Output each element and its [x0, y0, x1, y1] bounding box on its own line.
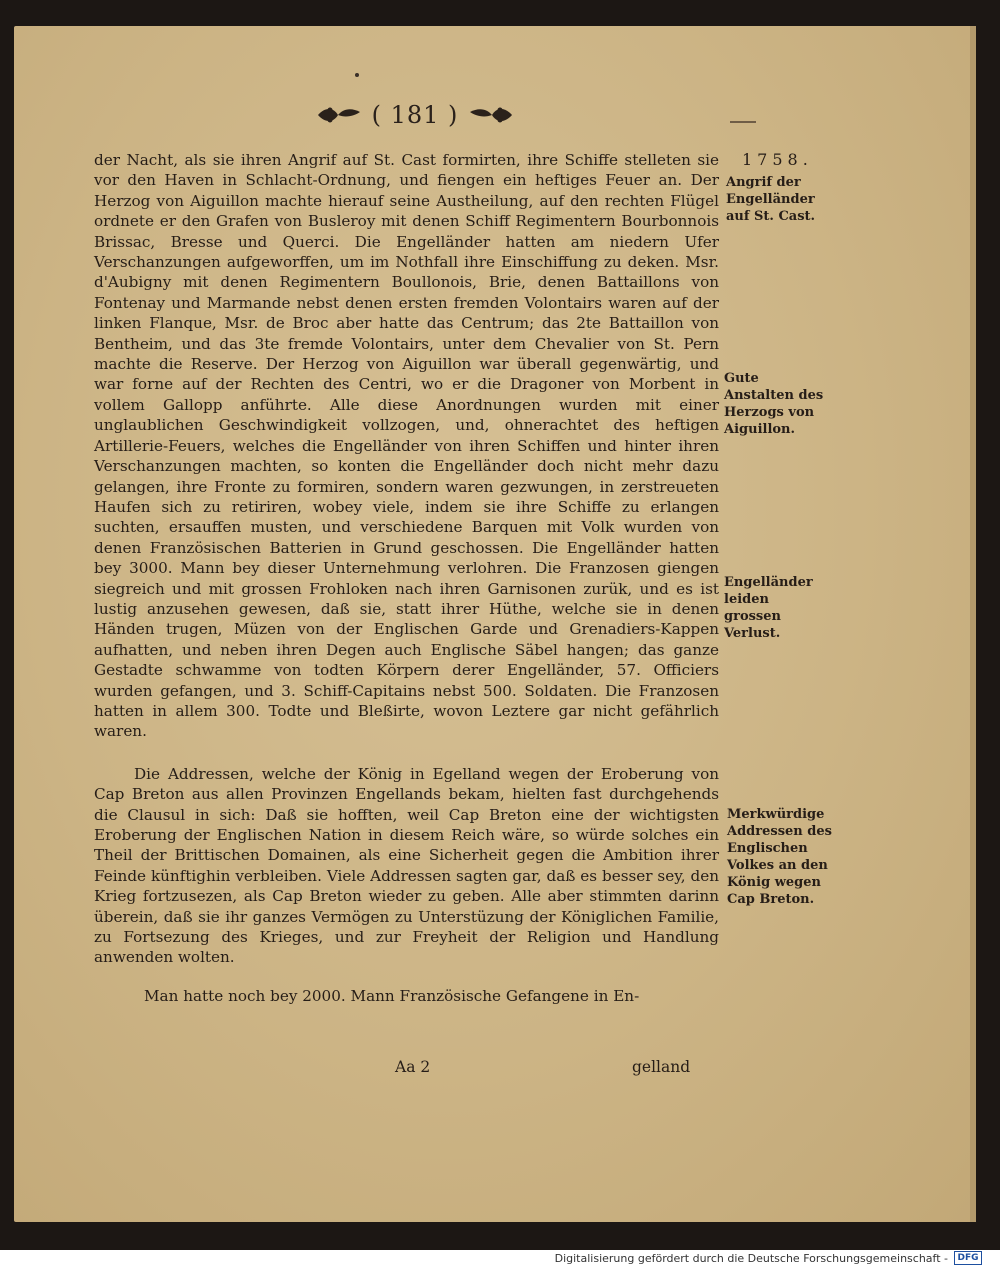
- fleuron-right-icon: [468, 104, 514, 126]
- main-text: [94, 150, 719, 1006]
- catchword: gelland: [632, 1058, 691, 1076]
- paragraph: der Nacht, als sie ihren Angrif auf St. Cast formirten, ihre Schiffe stelleten sie vor den Haven in Schlacht-Ordnung, und fiengen ein heftiges Feuer an. Der Herzog von Aiguillon machte hierauf seine Austheilung, auf den rechten Flügel ordnete er den Grafen von Busleroy mit denen Schiff Regimentern Bourbonnois Brissac, Bresse und Querci. Die Engelländer hatten am niedern Ufer Verschanzungen aufgeworffen, um im Nothfall ihre Einschiffung zu deken. Msr. d'Aubigny mit denen Regimentern Boullonois, Brie, denen Battaillons von Fontenay und Marmande nebst denen ersten fremden Volontairs waren auf der linken Flanque, Msr. de Broc aber hatte das Centrum; das 2te Battaillon von Bentheim, und das 3te fremde Volontairs, unter dem Chevalier von St. Pern machte die Reserve. Der Herzog von Aiguillon war überall gegenwärtig, und war forne auf der Rechten des Centri, wo er die Dragoner von Morbent in vollem Gallopp anführte. Alle diese Anordnungen wurden mit einer unglaublichen Geschwindigkeit vollzogen, und, ohnerachtet des heftigen Artillerie-Feuers, welches die Engelländer von ihren Schiffen und hinter ihren Verschanzungen machten, so konten die Engelländer doch nicht mehr dazu gelangen, ihre Fronte zu formiren, sondern waren gezwungen, in zerstreueten Haufen sich zu retiriren, wobey viele, indem sie ihre Schiffe zu erlangen suchten, ersauffen musten, und verschiedene Barquen mit Volk wurden von denen Französischen Batterien in Grund geschossen. Die Engelländer hatten bey 3000. Mann bey dieser Unternehmung verlohren. Die Franzosen giengen siegreich und mit grossen Frohloken nach ihren Garnisonen zurük, und es ist lustig anzusehen gewesen, daß sie, statt ihrer Hüthe, welche sie in denen Händen trugen, Müzen von der Englischen Garde und Grenadiers-Kappen aufhatten, und neben ihren Degen auch Englische Säbel hangen; das ganze Gestadte schwamme von todten Körpern derer Engelländer, 57. Officiers wurden gefangen, und 3. Schiff-Capitains nebst 500. Soldaten. Die Franzosen hatten in allem 300. Todte und Bleßirte, wovon Leztere gar nicht gefährlich waren.: [94, 151, 719, 741]
- marginal-note: Engelländer leiden grossen Verlust.: [724, 575, 813, 641]
- paragraph: Die Addressen, welche der König in Egelland wegen der Eroberung von Cap Breton aus allen Provinzen Engellands bekam, hielten fast durchgehends die Clausul in sich: Daß sie hofften, weil Cap Breton eine der wichtigsten Eroberung der Englischen Nation in diesem Reich wäre, so würde solches ein Theil der Brittischen Domainen, als eine Sicherheit gegen die Ambition ihrer Feinde künftighin verbleiben. Viele Addressen sagten gar, daß es besser sey, den Krieg fortzusezen, als Cap Breton wieder zu geben. Alle aber stimmten darinn überein, daß sie ihr ganzes Vermögen zu Unterstüzung der Königlichen Familie, zu Fortsezung des Krieges, und zur Freyheit der Religion und Handlung anwenden wolten.: [94, 764, 719, 967]
- footer-text: Digitalisierung gefördert durch die Deutsche Forschungsgemeinschaft -: [554, 1251, 948, 1265]
- ink-dash: [730, 121, 756, 123]
- signature-mark: Aa 2: [395, 1058, 431, 1076]
- ink-dot: [355, 73, 359, 77]
- page-header: [300, 95, 530, 135]
- footer-credit: [555, 1251, 982, 1265]
- marginal-note: Merkwürdige Addressen des Englischen Volkes an den König wegen Cap Breton.: [727, 807, 832, 907]
- paragraph: Man hatte noch bey 2000. Mann Französische Gefangene in En-: [144, 986, 640, 1005]
- dfg-logo: DFG: [954, 1251, 982, 1265]
- page-edge: [970, 26, 976, 1222]
- fleuron-left-icon: [316, 104, 362, 126]
- page-number: ( 181 ): [371, 101, 459, 129]
- marginal-note: Gute Anstalten des Herzogs von Aiguillon.: [724, 371, 824, 437]
- marginal-note: Angrif der Engelländer auf St. Cast.: [726, 175, 816, 224]
- margin-year: 1758.: [742, 150, 813, 169]
